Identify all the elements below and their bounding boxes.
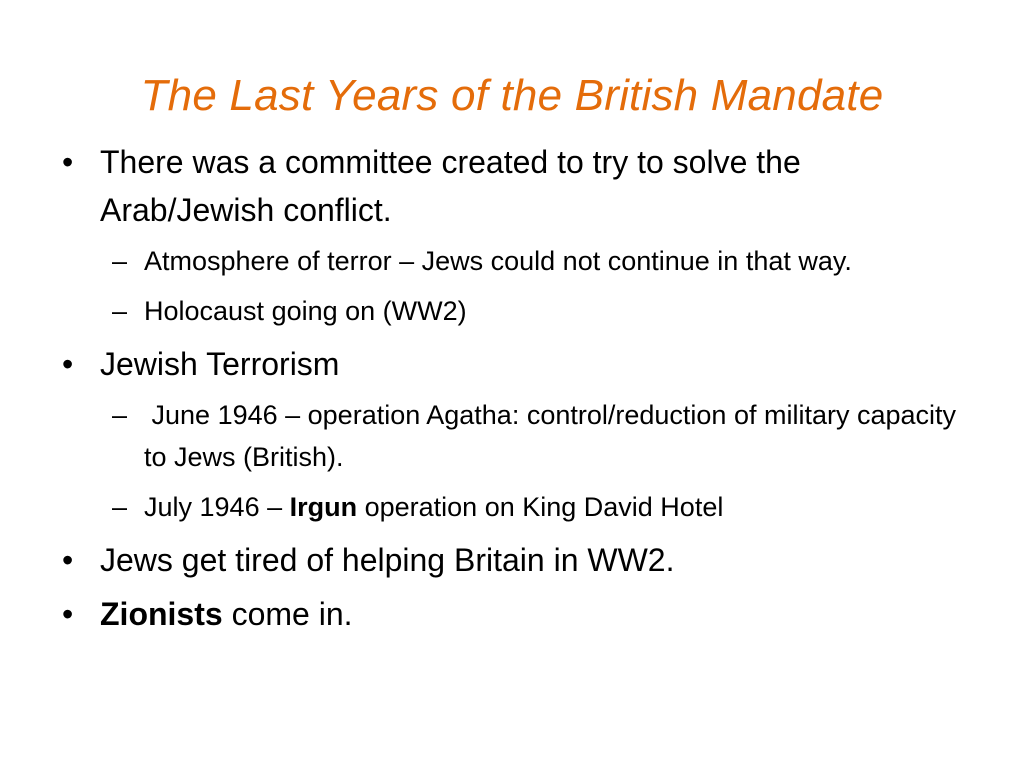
sub-bullet-text-before: July 1946 – bbox=[144, 492, 290, 522]
bullet-marker: • bbox=[62, 346, 74, 382]
bullet-zionists bbox=[62, 590, 962, 638]
sub-bullet-text: Atmosphere of terror – Jews could not continue in that way. bbox=[144, 246, 852, 276]
bullet-text: Jews get tired of helping Britain in WW2. bbox=[100, 542, 675, 578]
slide-title: The Last Years of the British Mandate bbox=[140, 71, 884, 120]
slide-body bbox=[62, 138, 962, 644]
bullet-jews-tired bbox=[62, 536, 962, 584]
sub-bullet-june-1946 bbox=[62, 394, 962, 478]
dash-marker: – bbox=[112, 296, 128, 326]
sub-bullet-text: June 1946 – operation Agatha: control/reduction of military capacity to Jews (British). bbox=[144, 400, 964, 472]
sub-bullet-text: Holocaust going on (WW2) bbox=[144, 296, 467, 326]
dash-marker: – bbox=[112, 246, 128, 276]
sub-bullet-holocaust bbox=[62, 290, 962, 332]
irgun-bold-text: Irgun bbox=[289, 492, 358, 522]
bullet-marker: • bbox=[62, 144, 74, 180]
sub-bullet-july-1946 bbox=[62, 486, 962, 528]
dash-marker: – bbox=[112, 492, 128, 522]
bullet-text: There was a committee created to try to solve the Arab/Jewish conflict. bbox=[100, 144, 801, 228]
bullet-text: Jewish Terrorism bbox=[100, 346, 340, 382]
bullet-committee bbox=[62, 138, 962, 234]
zionists-bold-text: Zionists bbox=[100, 596, 223, 632]
sub-bullet-text-after: operation on King David Hotel bbox=[357, 492, 724, 522]
bullet-marker: • bbox=[62, 542, 74, 578]
bullet-marker: • bbox=[62, 596, 74, 632]
sub-bullet-atmosphere bbox=[62, 240, 962, 282]
bullet-jewish-terrorism bbox=[62, 340, 962, 388]
bullet-text-after: come in. bbox=[222, 596, 353, 632]
dash-marker: – bbox=[112, 400, 128, 430]
